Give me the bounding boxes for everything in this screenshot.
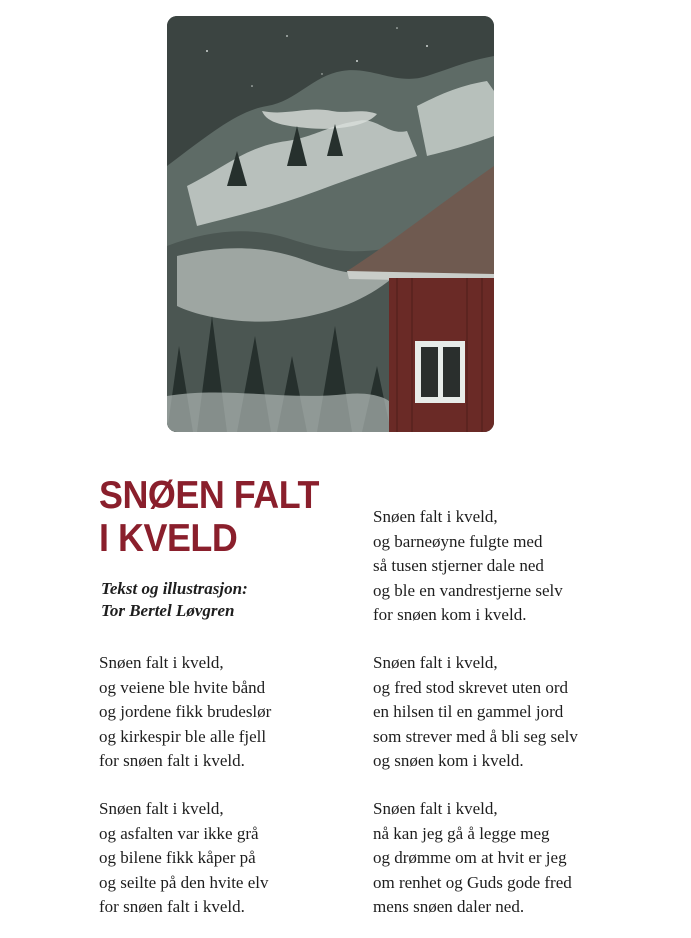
- stanza-line: og barneøyne fulgte med: [373, 531, 543, 551]
- stanza-line: en hilsen til en gammel jord: [373, 702, 564, 721]
- stanza-line: mens snøen daler ned.: [373, 897, 525, 916]
- stanza-right-3: [373, 797, 572, 920]
- stanza-line: Snøen falt i kveld,: [373, 653, 498, 672]
- stanza-line: og snøen kom i kveld.: [373, 751, 524, 770]
- stanza-left-2: [99, 797, 268, 920]
- stanza-line: Snøen falt i kveld,: [373, 507, 498, 526]
- stanza-line: Snøen falt i kveld,: [99, 653, 224, 672]
- poem-title-line-2: I KVELD: [99, 517, 238, 560]
- stanza-line: for snøen falt i kveld.: [99, 897, 245, 916]
- illustration-svg: [167, 16, 494, 432]
- snowy-night-illustration: [167, 16, 494, 432]
- stanza-line: Snøen falt i kveld,: [99, 799, 224, 818]
- stanza-line: og jordene fikk brudeslør: [99, 702, 272, 721]
- stanza-line: og asfalten var ikke grå: [99, 823, 259, 843]
- stanza-line: for snøen falt i kveld.: [99, 751, 245, 770]
- credit-line-2: Tor Bertel Løvgren: [101, 601, 235, 620]
- stanza-line: som strever med å bli seg selv: [373, 726, 578, 746]
- stanza-line: og seilte på den hvite elv: [99, 872, 269, 892]
- stanza-line: og drømme om at hvit er jeg: [373, 848, 567, 867]
- poem-title: [99, 474, 319, 560]
- stanza-line: Snøen falt i kveld,: [373, 799, 498, 818]
- stanza-line: og veiene ble hvite bånd: [99, 677, 266, 697]
- stanza-right-2: [373, 651, 578, 774]
- poem-credit: [101, 578, 248, 622]
- stanza-right-1: [373, 505, 563, 628]
- stanza-line: for snøen kom i kveld.: [373, 605, 527, 624]
- poem-title-line-1: SNØEN FALT: [99, 474, 319, 517]
- stanza-line: og ble en vandrestjerne selv: [373, 580, 563, 600]
- stanza-line: og bilene fikk kåper på: [99, 848, 256, 867]
- stanza-line: om renhet og Guds gode fred: [373, 872, 572, 892]
- stanza-line: og fred stod skrevet uten ord: [373, 677, 568, 697]
- stanza-line: så tusen stjerner dale ned: [373, 556, 544, 575]
- stanza-left-1: [99, 651, 271, 774]
- stanza-line: nå kan jeg gå å legge meg: [373, 823, 550, 843]
- stanza-line: og kirkespir ble alle fjell: [99, 726, 267, 746]
- credit-line-1: Tekst og illustrasjon:: [101, 579, 248, 598]
